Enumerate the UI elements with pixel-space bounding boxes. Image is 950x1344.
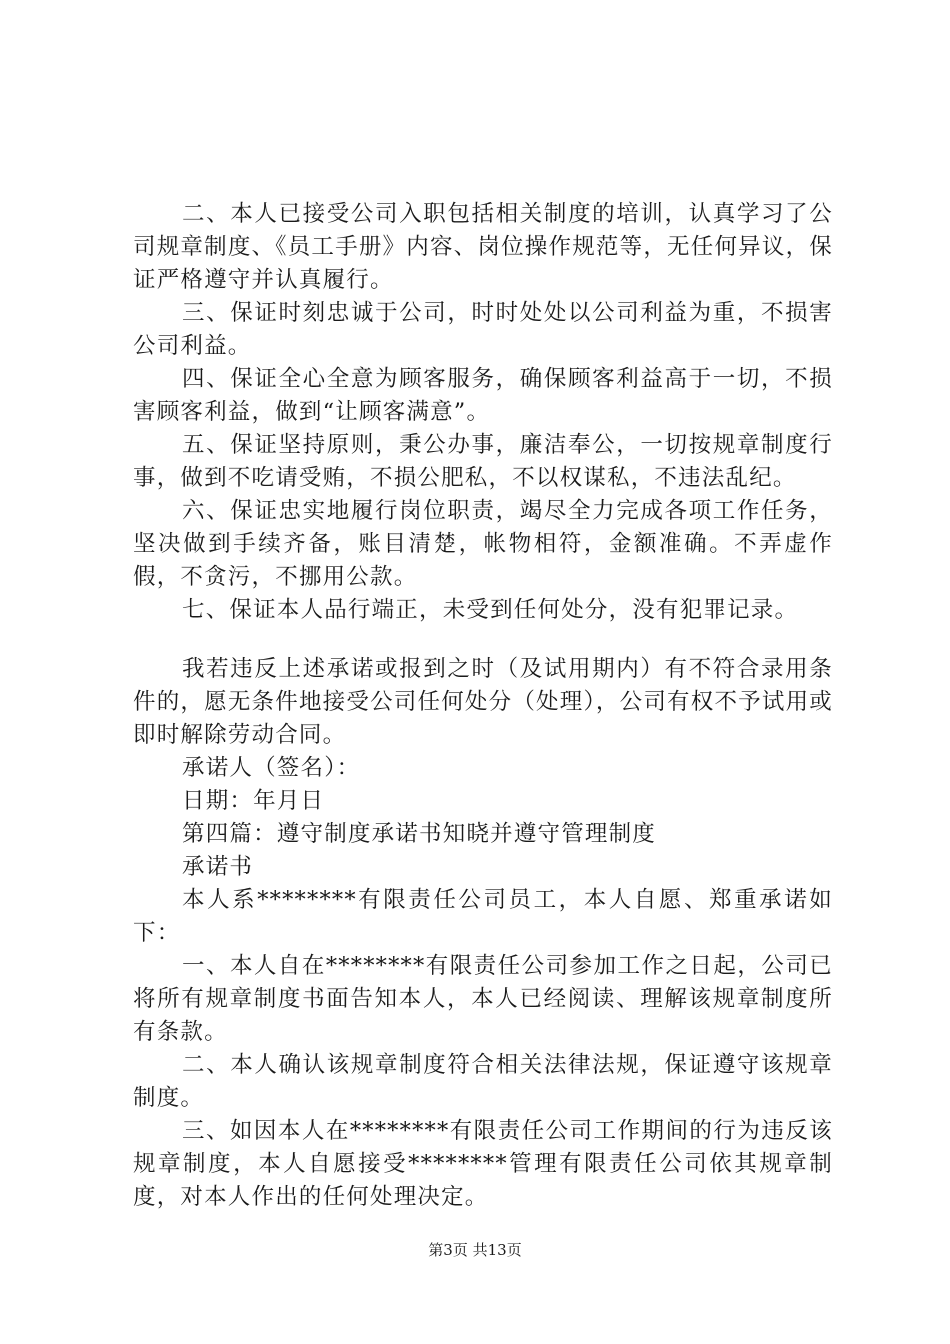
paragraph-pledge-3: 三、如因本人在********有限责任公司工作期间的行为违反该规章制度，本人自愿接受********管理有限责任公司依其规章制度，对本人作出的任何处理决定。 xyxy=(133,1118,833,1210)
paragraph-clause-2: 二、本人已接受公司入职包括相关制度的培训，认真学习了公司规章制度、《员工手册》内容、岗位操作规范等，无任何异议，保证严格遵守并认真履行。 xyxy=(133,201,833,293)
paragraph-clause-5: 五、保证坚持原则，秉公办事，廉洁奉公，一切按规章制度行事，做到不吃请受贿，不损公肥私，不以权谋私，不违法乱纪。 xyxy=(133,432,833,491)
paragraph-intro: 本人系********有限责任公司员工，本人自愿、郑重承诺如下： xyxy=(133,887,833,946)
paragraph-clause-6: 六、保证忠实地履行岗位职责，竭尽全力完成各项工作任务，坚决做到手续齐备，账目清楚，帐物相符，金额准确。不弄虚作假，不贪污，不挪用公款。 xyxy=(133,498,833,590)
paragraph-violation-statement: 我若违反上述承诺或报到之时（及试用期内）有不符合录用条件的，愿无条件地接受公司任何处分（处理），公司有权不予试用或即时解除劳动合同。 xyxy=(133,656,833,748)
paragraph-clause-7: 七、保证本人品行端正，未受到任何处分，没有犯罪记录。 xyxy=(182,597,799,623)
paragraph-clause-4: 四、保证全心全意为顾客服务，确保顾客利益高于一切，不损害顾客利益，做到“让顾客满意”。 xyxy=(133,366,833,425)
paragraph-pledge-1: 一、本人自在********有限责任公司参加工作之日起，公司已将所有规章制度书面告知本人，本人已经阅读、理解该规章制度所有条款。 xyxy=(133,953,833,1045)
page-number-footer: 第3页 共13页 xyxy=(428,1241,522,1259)
document-title: 承诺书 xyxy=(182,854,254,880)
date-line: 日期：年月日 xyxy=(182,788,325,814)
paragraph-gap xyxy=(133,627,833,653)
paragraph-pledge-2: 二、本人确认该规章制度符合相关法律法规，保证遵守该规章制度。 xyxy=(133,1052,833,1111)
document-body xyxy=(133,198,833,1214)
paragraph-clause-3: 三、保证时刻忠诚于公司，时时处处以公司利益为重，不损害公司利益。 xyxy=(133,300,833,359)
section-heading: 第四篇：遵守制度承诺书知晓并遵守管理制度 xyxy=(182,821,657,847)
signature-line: 承诺人（签名）： xyxy=(182,755,361,781)
